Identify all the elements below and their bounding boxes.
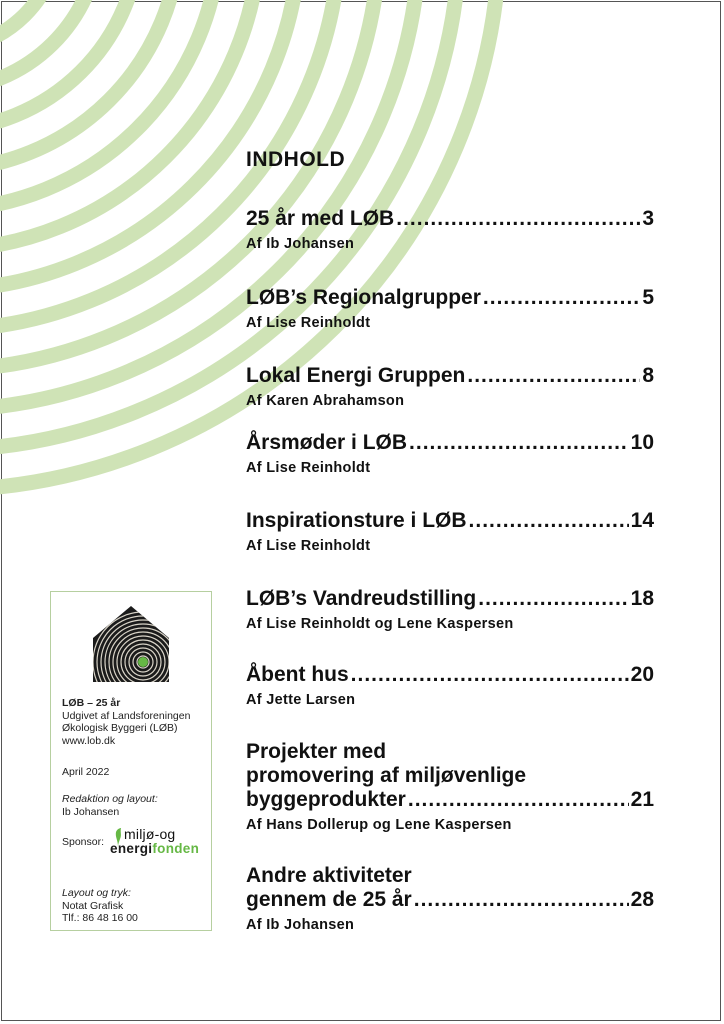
entry-title: LØB’s Vandreudstilling <box>246 587 477 610</box>
publisher-line: Udgivet af Landsforeningen <box>62 709 191 722</box>
entry-page: 5 <box>642 286 654 309</box>
publisher-line: Økologisk Byggeri (LØB) <box>62 722 178 734</box>
sponsor-logo-line2 <box>110 843 199 856</box>
entry-author: Af Ib Johansen <box>246 236 355 252</box>
entry-page: 14 <box>630 509 654 532</box>
print-info <box>62 887 210 925</box>
sponsor-logo <box>110 828 204 864</box>
entry-page: 18 <box>630 587 654 610</box>
toc-entry[interactable] <box>246 286 654 331</box>
entry-title: byggeprodukter <box>246 788 406 811</box>
toc-entry[interactable] <box>246 663 654 708</box>
entry-title: Inspirationsture i LØB <box>246 509 467 532</box>
toc-entry[interactable] <box>246 364 654 409</box>
entry-title-line: promovering af miljøvenlige <box>246 764 527 787</box>
toc-entry[interactable] <box>246 207 654 252</box>
toc-heading: INDHOLD <box>246 148 346 171</box>
entry-author: Af Lise Reinholdt <box>246 315 371 331</box>
toc-entry[interactable] <box>246 864 654 933</box>
colophon-box <box>50 591 212 931</box>
leader-dots <box>351 663 629 687</box>
leader-dots <box>414 888 629 912</box>
toc-entry[interactable] <box>246 740 654 833</box>
leader-dots <box>469 509 629 533</box>
entry-title: Åbent hus <box>246 663 349 686</box>
entry-author: Af Karen Abrahamson <box>246 393 405 409</box>
entry-title-line: Andre aktiviteter <box>246 864 412 887</box>
sponsor-logo-energi: energi <box>110 841 153 856</box>
publication-title: LØB – 25 år <box>62 697 121 709</box>
entry-title: Lokal Energi Gruppen <box>246 364 466 387</box>
toc-entry[interactable] <box>246 509 654 554</box>
entry-author: Af Hans Dollerup og Lene Kaspersen <box>246 817 512 833</box>
leader-dots <box>483 286 640 310</box>
printer-name: Notat Grafisk <box>62 899 124 912</box>
entry-author: Af Jette Larsen <box>246 692 356 708</box>
editor-info <box>62 793 210 818</box>
website-link[interactable]: www.lob.dk <box>62 734 116 747</box>
leader-dots <box>467 364 640 388</box>
entry-author: Af Lise Reinholdt <box>246 460 371 476</box>
toc-entry[interactable] <box>246 587 654 632</box>
leader-dots <box>396 207 640 231</box>
entry-page: 8 <box>642 364 654 387</box>
entry-author: Af Ib Johansen <box>246 917 355 933</box>
toc-entry[interactable] <box>246 431 654 476</box>
entry-title: 25 år med LØB <box>246 207 395 230</box>
leader-dots <box>409 431 629 455</box>
leader-dots <box>478 587 628 611</box>
entry-page: 3 <box>642 207 654 230</box>
publication-date: April 2022 <box>62 766 110 778</box>
sponsor-logo-line1: miljø-og <box>124 826 176 842</box>
entry-author: Af Lise Reinholdt og Lene Kaspersen <box>246 616 514 632</box>
entry-title: LØB’s Regionalgrupper <box>246 286 481 309</box>
entry-title-line: Projekter med <box>246 740 387 763</box>
entry-page: 10 <box>630 431 654 454</box>
leader-dots <box>408 788 629 812</box>
house-tree-ring-logo <box>91 604 171 684</box>
sponsor-row <box>62 828 204 864</box>
sponsor-logo-fonden: fonden <box>152 841 200 856</box>
entry-author: Af Lise Reinholdt <box>246 538 371 554</box>
editor-name: Ib Johansen <box>62 805 120 818</box>
editor-label: Redaktion og layout: <box>62 793 158 805</box>
entry-page: 28 <box>630 888 654 911</box>
entry-page: 21 <box>630 788 654 811</box>
entry-page: 20 <box>630 663 654 686</box>
print-label: Layout og tryk: <box>62 887 131 899</box>
entry-title: Årsmøder i LØB <box>246 431 408 454</box>
printer-phone: Tlf.: 86 48 16 00 <box>62 912 138 924</box>
entry-title: gennem de 25 år <box>246 888 412 911</box>
sponsor-label: Sponsor: <box>62 836 105 848</box>
publication-info <box>62 697 210 747</box>
